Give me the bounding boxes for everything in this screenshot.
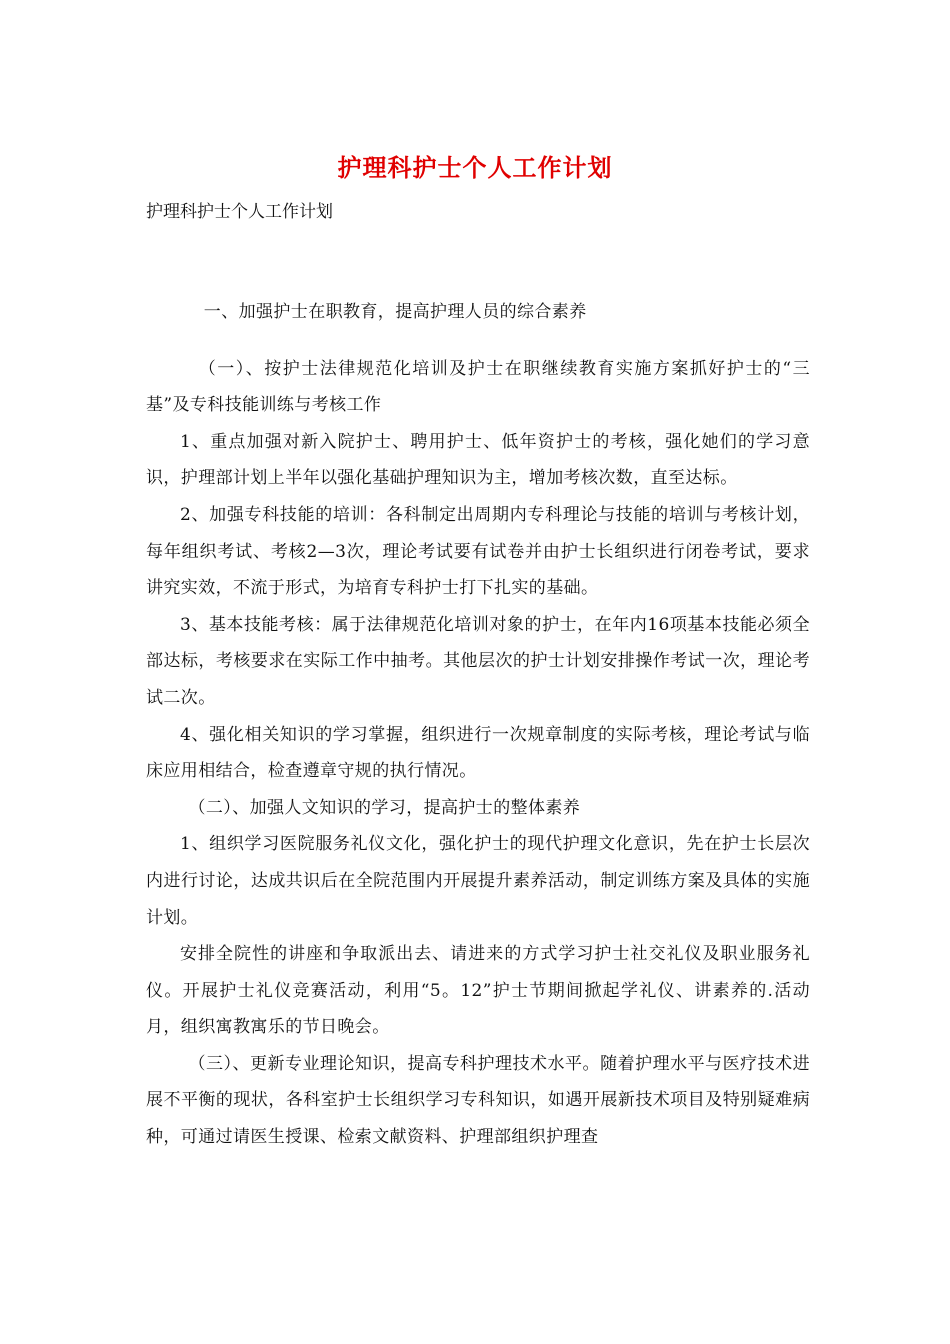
document-subtitle: 护理科护士个人工作计划 [146,202,333,222]
paragraph-1-1: 1、重点加强对新入院护士、聘用护士、低年资护士的考核，强化她们的学习意识，护理部计划上半年以强化基础护理知识为主，增加考核次数，直至达标。 [146,431,810,489]
document-title: 护理科护士个人工作计划 [337,153,613,182]
paragraph-1-2: 2、加强专科技能的培训：各科制定出周期内专科理论与技能的培训与考核计划，每年组织考试、考核2—3次，理论考试要有试卷并由护士长组织进行闭卷考试，要求讲究实效，不流于形式，为培育专科护士打下扎实的基础。 [146,504,810,599]
paragraph-2-1: 1、组织学习医院服务礼仪文化，强化护士的现代护理文化意识，先在护士长层次内进行讨论，达成共识后在全院范围内开展提升素养活动，制定训练方案及具体的实施计划。 [146,834,810,928]
section-heading-1: 一、加强护士在职教育，提高护理人员的综合素养 [203,302,587,322]
sub-heading-2: （二）、加强人文知识的学习，提高护士的整体素养 [188,797,581,818]
document-body [146,294,810,1156]
paragraph-2-2: 安排全院性的讲座和争取派出去、请进来的方式学习护士社交礼仪及职业服务礼仪。开展护士礼仪竞赛活动，利用“5。12”护士节期间掀起学礼仪、讲素养的.活动月，组织寓教寓乐的节日晚会。 [146,944,810,1038]
sub-heading-1: （一）、按护士法律规范化培训及护士在职继续教育实施方案抓好护士的“三基”及专科技能训练与考核工作 [146,358,810,416]
sub-heading-3: （三）、更新专业理论知识，提高专科护理技术水平。随着护理水平与医疗技术进展不平衡的现状，各科室护士长组织学习专科知识，如遇开展新技术项目及特别疑难病种，可通过请医生授课、检索文献资料、护理部组织护理查 [146,1053,810,1148]
paragraph-1-4: 4、强化相关知识的学习掌握，组织进行一次规章制度的实际考核，理论考试与临床应用相结合，检查遵章守规的执行情况。 [146,724,810,782]
paragraph-1-3: 3、基本技能考核：属于法律规范化培训对象的护士，在年内16项基本技能必须全部达标，考核要求在实际工作中抽考。其他层次的护士计划安排操作考试一次，理论考试二次。 [146,614,810,708]
